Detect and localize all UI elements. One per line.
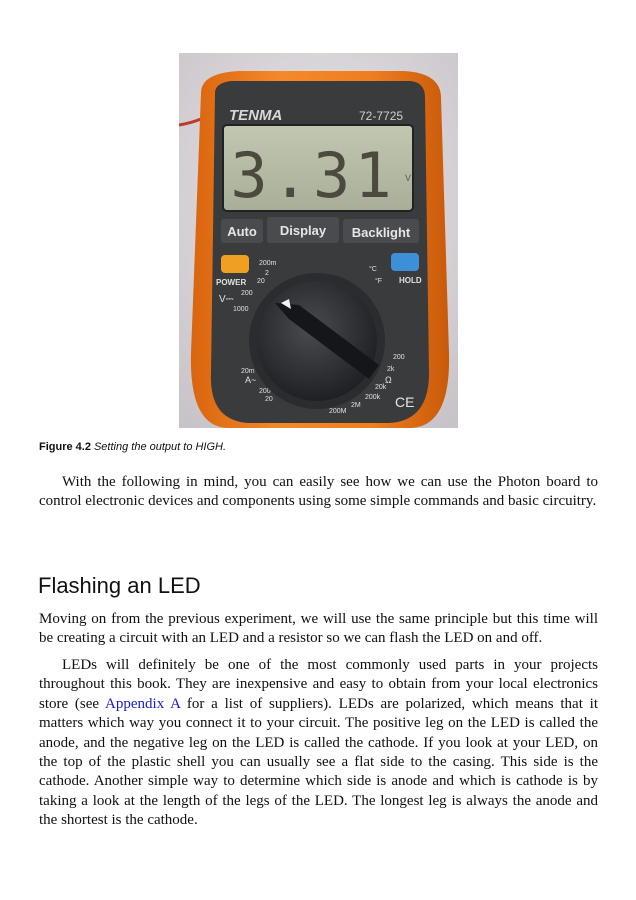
figure-caption-text: Setting the output to HIGH.	[93, 441, 227, 453]
dial-o200: 200	[393, 354, 405, 361]
appendix-a-link[interactable]: Appendix A	[105, 695, 181, 712]
p2-text-before: LEDs will definitely be one of the most commonly used parts in your projects throughout this book. They are inexpensive and easy to obtain from your local electronics store (see	[39, 657, 598, 712]
meter-function-buttons	[221, 217, 419, 243]
figure-caption	[39, 441, 599, 453]
meter-model: 72-7725	[359, 109, 404, 123]
dial-v1000: 1000	[233, 306, 249, 313]
power-key	[221, 255, 249, 273]
dial-o20k: 20k	[375, 384, 387, 391]
dial-a-ac: A~	[245, 375, 257, 385]
hold-key	[391, 253, 419, 271]
auto-label: Auto	[227, 224, 257, 239]
dial-a200: 200	[259, 388, 271, 395]
dial-o200m: 200M	[329, 408, 347, 415]
dial-a20: 20	[265, 396, 273, 403]
hold-label: HOLD	[399, 276, 422, 285]
intro-paragraph: With the following in mind, you can easily see how we can use the Photon board to control electronic devices and components using some simple commands and basic circuitry.	[39, 474, 598, 510]
dial-o2k: 2k	[387, 366, 395, 373]
figure-photo-multimeter	[179, 53, 458, 428]
multimeter-illustration	[179, 53, 458, 428]
backlight-label: Backlight	[351, 225, 411, 240]
section-paragraph-2	[39, 656, 598, 831]
meter-unit-mark: V	[405, 173, 412, 183]
meter-reading: 3.31	[230, 139, 396, 212]
dial-v2: 2	[265, 270, 269, 277]
rotary-knob	[257, 281, 377, 401]
ce-mark: CE	[395, 394, 415, 410]
dial-omega: Ω	[385, 375, 392, 385]
section-heading: Flashing an LED	[38, 573, 201, 598]
dial-v200: 200	[241, 290, 253, 297]
dial-v200m: 200m	[259, 260, 277, 267]
dial-v20: 20	[257, 278, 265, 285]
section-paragraph-1: Moving on from the previous experiment, we will use the same principle but this time will be creating a circuit with an LED and a resistor so we can flash the LED on and off.	[39, 611, 598, 647]
display-label: Display	[279, 223, 327, 238]
dial-deg-f: °F	[375, 278, 383, 285]
figure-number: Figure 4.2	[39, 441, 91, 453]
dial-o200k: 200k	[365, 394, 381, 401]
dial-a20m: 20m	[241, 368, 255, 375]
dial-o2m: 2M	[351, 402, 361, 409]
p2-text-after: for a list of suppliers). LEDs are polarized, which means that it matters which way you connect it to your circuit. The positive leg on the LED is called the anode, and the negative leg on the LED is called the cathode. If you look at your LED, on the top of the plastic shell you can usually see a flat side to the casing. This side is the cathode. Another simple way to determine which side is anode and which is cathode is by taking a look at the length of the legs of the LED. The longest leg is always the anode and the shortest is the cathode.	[39, 695, 598, 829]
dial-v-dc: V⎓	[219, 294, 234, 305]
dial-deg-c: °C	[369, 266, 377, 273]
power-label: POWER	[216, 278, 247, 287]
meter-brand: TENMA	[229, 107, 283, 124]
